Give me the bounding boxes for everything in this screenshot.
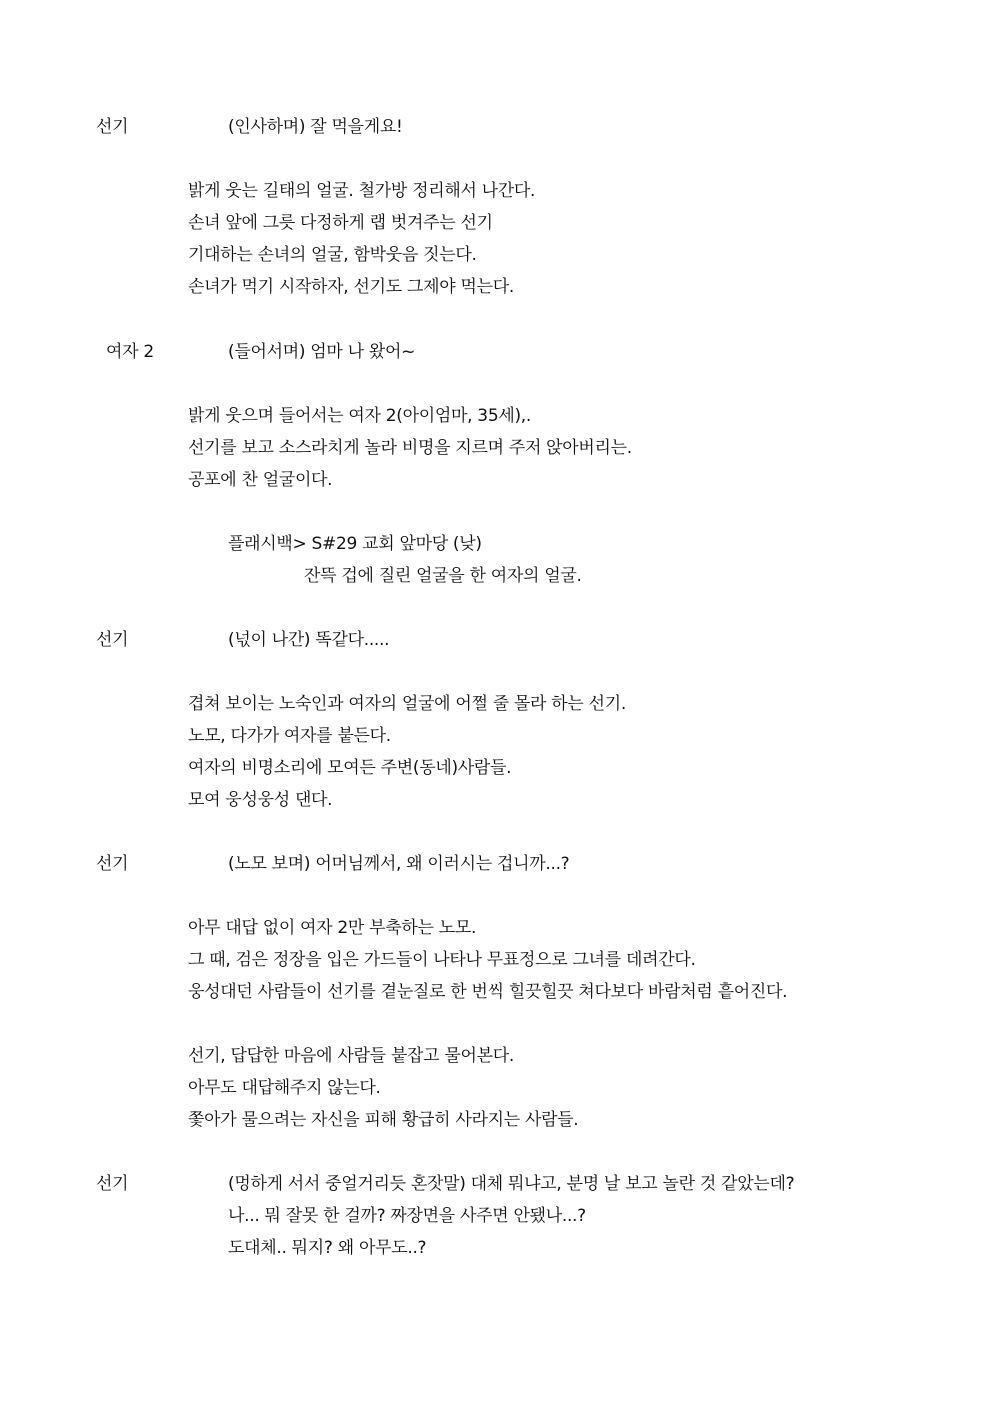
action-line: 기대하는 손녀의 얼굴, 함박웃음 짓는다. xyxy=(188,245,477,265)
dialogue-line: (멍하게 서서 중얼거리듯 혼잣말) 대체 뭐냐고, 분명 날 보고 놀란 것 같았는데? xyxy=(228,1174,795,1194)
dialogue-line: (인사하며) 잘 먹을게요! xyxy=(228,117,403,137)
action-line: 밝게 웃는 길태의 얼굴. 철가방 정리해서 나간다. xyxy=(188,181,536,201)
action-line: 손녀 앞에 그릇 다정하게 랩 벗겨주는 선기 xyxy=(188,213,493,233)
action-line: 선기를 보고 소스라치게 놀라 비명을 지르며 주저 앉아버리는. xyxy=(188,438,632,458)
action-line: 그 때, 검은 정장을 입은 가드들이 나타나 무표정으로 그녀를 데려간다. xyxy=(188,950,696,970)
action-line: 여자의 비명소리에 모여든 주변(동네)사람들. xyxy=(188,758,512,778)
speaker-name: 선기 xyxy=(96,854,129,874)
dialogue-line: 나... 뭐 잘못 한 걸까? 짜장면을 사주면 안됐나...? xyxy=(228,1206,586,1226)
flashback-heading: 플래시백> S#29 교회 앞마당 (낮) xyxy=(228,534,482,554)
action-line: 쫓아가 물으려는 자신을 피해 황급히 사라지는 사람들. xyxy=(188,1110,579,1130)
action-line: 밝게 웃으며 들어서는 여자 2(아이엄마, 35세),. xyxy=(188,406,531,426)
action-line: 겹쳐 보이는 노숙인과 여자의 얼굴에 어쩔 줄 몰라 하는 선기. xyxy=(188,694,626,714)
action-line: 공포에 찬 얼굴이다. xyxy=(188,470,333,490)
speaker-name: 여자 2 xyxy=(106,342,154,362)
action-line: 웅성대던 사람들이 선기를 곁눈질로 한 번씩 힐끗힐끗 쳐다보다 바람처럼 흩어진다. xyxy=(188,982,788,1002)
action-line: 아무도 대답해주지 않는다. xyxy=(188,1078,381,1098)
dialogue-line: (들어서며) 엄마 나 왔어~ xyxy=(228,342,416,362)
flashback-description: 잔뜩 겁에 질린 얼굴을 한 여자의 얼굴. xyxy=(304,566,582,586)
speaker-name: 선기 xyxy=(96,630,129,650)
action-line: 모여 웅성웅성 댄다. xyxy=(188,790,333,810)
speaker-name: 선기 xyxy=(96,117,129,137)
dialogue-line: 도대체.. 뭐지? 왜 아무도..? xyxy=(228,1238,427,1258)
action-line: 손녀가 먹기 시작하자, 선기도 그제야 먹는다. xyxy=(188,277,514,297)
action-line: 아무 대답 없이 여자 2만 부축하는 노모. xyxy=(188,918,477,938)
dialogue-line: (노모 보며) 어머님께서, 왜 이러시는 겁니까...? xyxy=(228,854,570,874)
speaker-name: 선기 xyxy=(96,1174,129,1194)
action-line: 노모, 다가가 여자를 붙든다. xyxy=(188,726,391,746)
dialogue-line: (넋이 나간) 똑같다..... xyxy=(228,630,390,650)
action-line: 선기, 답답한 마음에 사람들 붙잡고 물어본다. xyxy=(188,1046,514,1066)
